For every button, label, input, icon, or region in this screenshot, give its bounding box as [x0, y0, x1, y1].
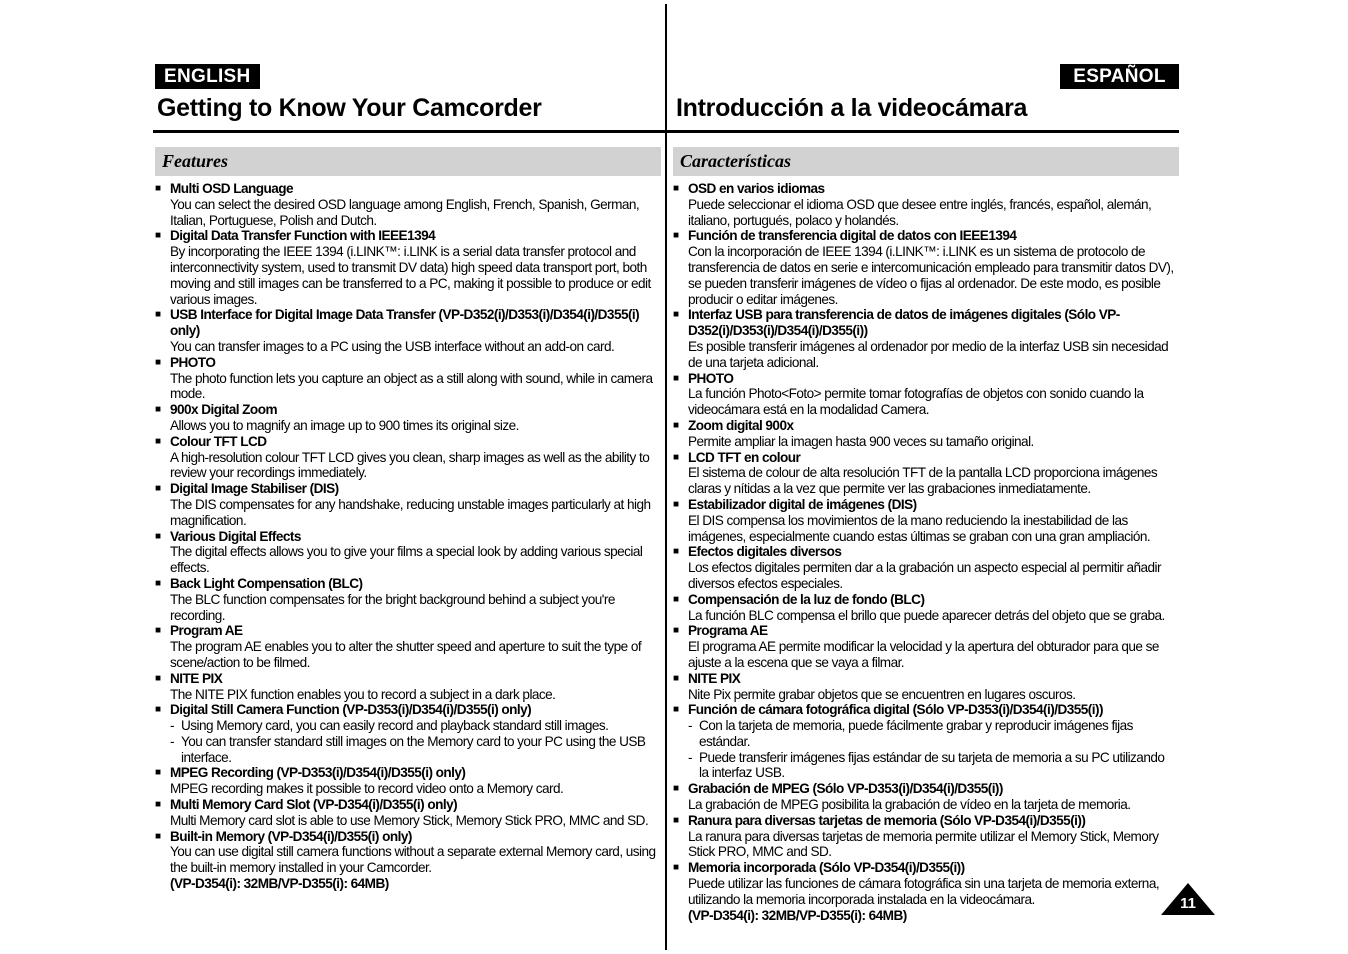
feature-description: Allows you to magnify an image up to 900 times its original size. [170, 417, 519, 433]
feature-description: Multi Memory card slot is able to use Memory Stick, Memory Stick PRO, MMC and SD. [170, 812, 649, 828]
bullet-icon: ■ [155, 483, 161, 495]
feature-heading: PHOTO [688, 370, 734, 386]
feature-description: El DIS compensa los movimientos de la mano reduciendo la inestabilidad de las imágenes, especialmente cuando estas últimas se graban con una gran ampliación. [688, 512, 1151, 544]
feature-heading: Back Light Compensation (BLC) [170, 575, 363, 591]
feature-heading: Función de cámara fotográfica digital (Sólo VP-D353(i)/D354(i)/D355(i)) [688, 702, 1103, 718]
bullet-icon: ■ [673, 230, 679, 242]
bullet-icon: ■ [155, 830, 161, 842]
feature-description: You can use digital still camera functions without a separate external Memory card, using the built-in memory installed in your Camcorder. [170, 844, 656, 876]
feature-item [673, 813, 1175, 860]
bullet-icon: ■ [155, 435, 161, 447]
feature-heading: Grabación de MPEG (Sólo VP-D353(i)/D354(i)/D355(i)) [688, 781, 1003, 797]
bullet-icon: ■ [673, 783, 679, 795]
feature-description: La grabación de MPEG posibilita la grabación de vídeo en la tarjeta de memoria. [688, 797, 1131, 813]
feature-item [155, 797, 660, 829]
feature-heading: Program AE [170, 623, 243, 639]
bullet-icon: ■ [673, 372, 679, 384]
feature-sub-item [170, 718, 660, 734]
feature-item [673, 418, 1175, 450]
feature-description: The program AE enables you to alter the shutter speed and aperture to suit the type of scene/action to be filmed. [170, 639, 642, 670]
feature-sub-text: Using Memory card, you can easily record and playback standard still images. [181, 718, 609, 734]
feature-heading: Various Digital Effects [170, 528, 301, 544]
feature-item [673, 497, 1175, 544]
dash-marker: - [688, 718, 692, 734]
feature-item [155, 228, 660, 307]
feature-heading: OSD en varios idiomas [688, 181, 825, 196]
feature-sub-item [688, 750, 1175, 782]
feature-heading: Estabilizador digital de imágenes (DIS) [688, 496, 917, 512]
feature-item [673, 623, 1175, 670]
bullet-icon: ■ [673, 183, 679, 194]
feature-description: A high-resolution colour TFT LCD gives you clean, sharp images as well as the ability to review your recordings immediately. [170, 449, 650, 481]
bullet-icon: ■ [155, 183, 161, 194]
bullet-icon: ■ [155, 672, 161, 684]
feature-heading: Compensación de la luz de fondo (BLC) [688, 591, 925, 607]
page-title-spanish: Introducción a la videocámara [676, 94, 1028, 122]
bullet-icon: ■ [673, 498, 679, 510]
feature-item [155, 355, 660, 402]
section-header-spanish [673, 147, 1179, 176]
feature-description: The photo function lets you capture an object as a still along with sound, while in camera mode. [170, 370, 653, 402]
bullet-icon: ■ [155, 230, 161, 242]
bullet-icon: ■ [155, 799, 161, 811]
bullet-icon: ■ [155, 767, 161, 779]
feature-sub-item [170, 734, 660, 766]
feature-description: You can transfer images to a PC using the USB interface without an add-on card. [170, 338, 615, 354]
bullet-icon: ■ [673, 451, 679, 463]
feature-memory-note: (VP-D354(i): 32MB/VP-D355(i): 64MB) [170, 876, 389, 892]
section-title-english: Features [162, 151, 229, 171]
bullet-icon: ■ [673, 546, 679, 558]
bullet-icon: ■ [155, 356, 161, 368]
feature-item [155, 702, 660, 765]
language-badge-spanish: ESPAÑOL [1060, 64, 1179, 89]
feature-item [673, 228, 1175, 307]
feature-item [155, 671, 660, 703]
feature-description: Los efectos digitales permiten dar a la grabación un aspecto especial al permitir añadir diversos efectos especiales. [688, 560, 1161, 591]
feature-description: The DIS compensates for any handshake, reducing unstable images particularly at high magnification. [170, 496, 651, 528]
feature-item [155, 765, 660, 797]
feature-heading: Digital Image Stabiliser (DIS) [170, 481, 339, 497]
feature-item [673, 702, 1175, 781]
feature-description: The NITE PIX function enables you to record a subject in a dark place. [170, 686, 556, 702]
feature-description: La función Photo<Foto> permite tomar fotografías de objetos con sonido cuando la videocámara está en la modalidad Camera. [688, 386, 1144, 418]
feature-sub-text: Con la tarjeta de memoria, puede fácilmente grabar y reproducir imágenes fijas estándar. [699, 718, 1133, 749]
feature-heading: PHOTO [170, 354, 216, 370]
feature-description: La ranura para diversas tarjetas de memoria permite utilizar el Memory Stick, Memory Stick PRO, MMC and SD. [688, 828, 1159, 860]
feature-heading: USB Interface for Digital Image Data Transfer (VP-D352(i)/D353(i)/D354(i)/D355(i) only) [170, 307, 640, 339]
page-title-english: Getting to Know Your Camcorder [157, 94, 542, 122]
feature-item [673, 450, 1175, 497]
feature-description: Puede seleccionar el idioma OSD que desee entre inglés, francés, español, alemán, italiano, portugués, polaco y holandés. [688, 196, 1152, 228]
feature-list-spanish [673, 181, 1175, 923]
feature-heading: Digital Still Camera Function (VP-D353(i)/D354(i)/D355(i) only) [170, 702, 532, 718]
feature-item [155, 623, 660, 670]
bullet-icon: ■ [673, 309, 679, 321]
feature-heading: Digital Data Transfer Function with IEEE1394 [170, 228, 436, 244]
feature-heading: Ranura para diversas tarjetas de memoria (Sólo VP-D354(i)/D355(i)) [688, 812, 1086, 828]
feature-description: Permite ampliar la imagen hasta 900 veces su tamaño original. [688, 433, 1034, 449]
dash-marker: - [688, 749, 692, 765]
feature-item [155, 576, 660, 623]
feature-heading: NITE PIX [688, 670, 741, 686]
feature-heading: Built-in Memory (VP-D354(i)/D355(i) only) [170, 828, 412, 844]
title-rule-spanish [667, 130, 1179, 133]
bullet-icon: ■ [673, 704, 679, 716]
feature-item [673, 544, 1175, 591]
bullet-icon: ■ [673, 593, 679, 605]
feature-item [155, 181, 660, 228]
feature-memory-note: (VP-D354(i): 32MB/VP-D355(i): 64MB) [688, 907, 907, 923]
bullet-icon: ■ [155, 625, 161, 637]
feature-item [673, 181, 1175, 228]
section-title-spanish: Características [680, 151, 791, 171]
bullet-icon: ■ [673, 672, 679, 684]
bullet-icon: ■ [673, 862, 679, 874]
feature-heading: Programa AE [688, 623, 768, 639]
feature-item [673, 307, 1175, 370]
language-badge-english: ENGLISH [155, 64, 260, 89]
feature-item [673, 860, 1175, 923]
bullet-icon: ■ [673, 625, 679, 637]
feature-item [155, 529, 660, 576]
feature-item [155, 434, 660, 481]
section-header-english [155, 147, 661, 176]
feature-sub-text: Puede transferir imágenes fijas estándar de su tarjeta de memoria a su PC utilizando la interfaz USB. [699, 749, 1165, 781]
bullet-icon: ■ [155, 704, 161, 716]
bullet-icon: ■ [673, 419, 679, 431]
feature-description: By incorporating the IEEE 1394 (i.LINK™: i.LINK is a serial data transfer protocol and interconnectivity system, used to transmit DV data) high speed data transport port, both moving and still images can be transferred to a PC, making it possible to produce or edit various images. [170, 244, 651, 307]
feature-heading: LCD TFT en colour [688, 449, 801, 465]
feature-heading: Memoria incorporada (Sólo VP-D354(i)/D355(i)) [688, 860, 965, 876]
feature-heading: Efectos digitales diversos [688, 544, 842, 560]
feature-item [673, 592, 1175, 624]
bullet-icon: ■ [155, 309, 161, 321]
bullet-icon: ■ [673, 814, 679, 826]
bullet-icon: ■ [155, 577, 161, 589]
bullet-icon: ■ [155, 404, 161, 416]
feature-description: Nite Pix permite grabar objetos que se encuentren en lugares oscuros. [688, 686, 1076, 702]
feature-heading: 900x Digital Zoom [170, 402, 277, 418]
feature-sub-item [688, 718, 1175, 750]
feature-item [155, 402, 660, 434]
feature-sub-text: You can transfer standard still images on the Memory card to your PC using the USB interface. [181, 733, 646, 765]
feature-description: You can select the desired OSD language among English, French, Spanish, German, Italian, Portuguese, Polish and Dutch. [170, 196, 640, 228]
feature-description: MPEG recording makes it possible to record video onto a Memory card. [170, 781, 564, 797]
feature-heading: Multi OSD Language [170, 181, 294, 196]
feature-description: El sistema de colour de alta resolución TFT de la pantalla LCD proporciona imágenes claras y nítidas a la vez que permite ver las grabaciones inmediatamente. [688, 465, 1158, 497]
feature-description: The BLC function compensates for the bright background behind a subject you're recording. [170, 591, 615, 623]
page-number: 11 [1180, 895, 1196, 912]
feature-list-english [155, 181, 660, 892]
feature-heading: Colour TFT LCD [170, 433, 267, 449]
feature-heading: MPEG Recording (VP-D353(i)/D354(i)/D355(i) only) [170, 765, 466, 781]
column-divider [665, 4, 667, 950]
feature-item [673, 781, 1175, 813]
feature-item [155, 481, 660, 528]
feature-description: La función BLC compensa el brillo que puede aparecer detrás del objeto que se graba. [688, 607, 1165, 623]
feature-heading: Función de transferencia digital de datos con IEEE1394 [688, 228, 1017, 244]
feature-description: El programa AE permite modificar la velocidad y la apertura del obturador para que se ajuste a la escena que se vaya a filmar. [688, 639, 1159, 670]
feature-description: Puede utilizar las funciones de cámara fotográfica sin una tarjeta de memoria externa, utilizando la memoria incorporada instalada en la videocámara. [688, 876, 1160, 907]
feature-item [155, 829, 660, 892]
feature-heading: Zoom digital 900x [688, 417, 794, 433]
feature-item [673, 671, 1175, 703]
title-rule-english [153, 130, 665, 133]
feature-heading: Interfaz USB para transferencia de datos de imágenes digitales (Sólo VP-D352(i)/D353(i)/D354(i)/D355(i)) [688, 307, 1120, 339]
feature-heading: Multi Memory Card Slot (VP-D354(i)/D355(i) only) [170, 797, 458, 813]
feature-heading: NITE PIX [170, 670, 223, 686]
page-number-badge [1161, 883, 1215, 915]
feature-description: The digital effects allows you to give your films a special look by adding various special effects. [170, 544, 643, 576]
dash-marker: - [170, 733, 174, 749]
feature-description: Con la incorporación de IEEE 1394 (i.LINK™: i.LINK es un sistema de protocolo de transferencia de datos en serie e intercomunicación empleado para transmitir datos DV), se pueden transferir imágenes de vídeo o fijas al ordenador. De este modo, es posible producir o editar imágenes. [688, 244, 1174, 307]
feature-item [673, 371, 1175, 418]
bullet-icon: ■ [155, 530, 161, 542]
feature-item [155, 307, 660, 354]
dash-marker: - [170, 718, 174, 734]
feature-description: Es posible transferir imágenes al ordenador por medio de la interfaz USB sin necesidad de una tarjeta adicional. [688, 338, 1169, 370]
